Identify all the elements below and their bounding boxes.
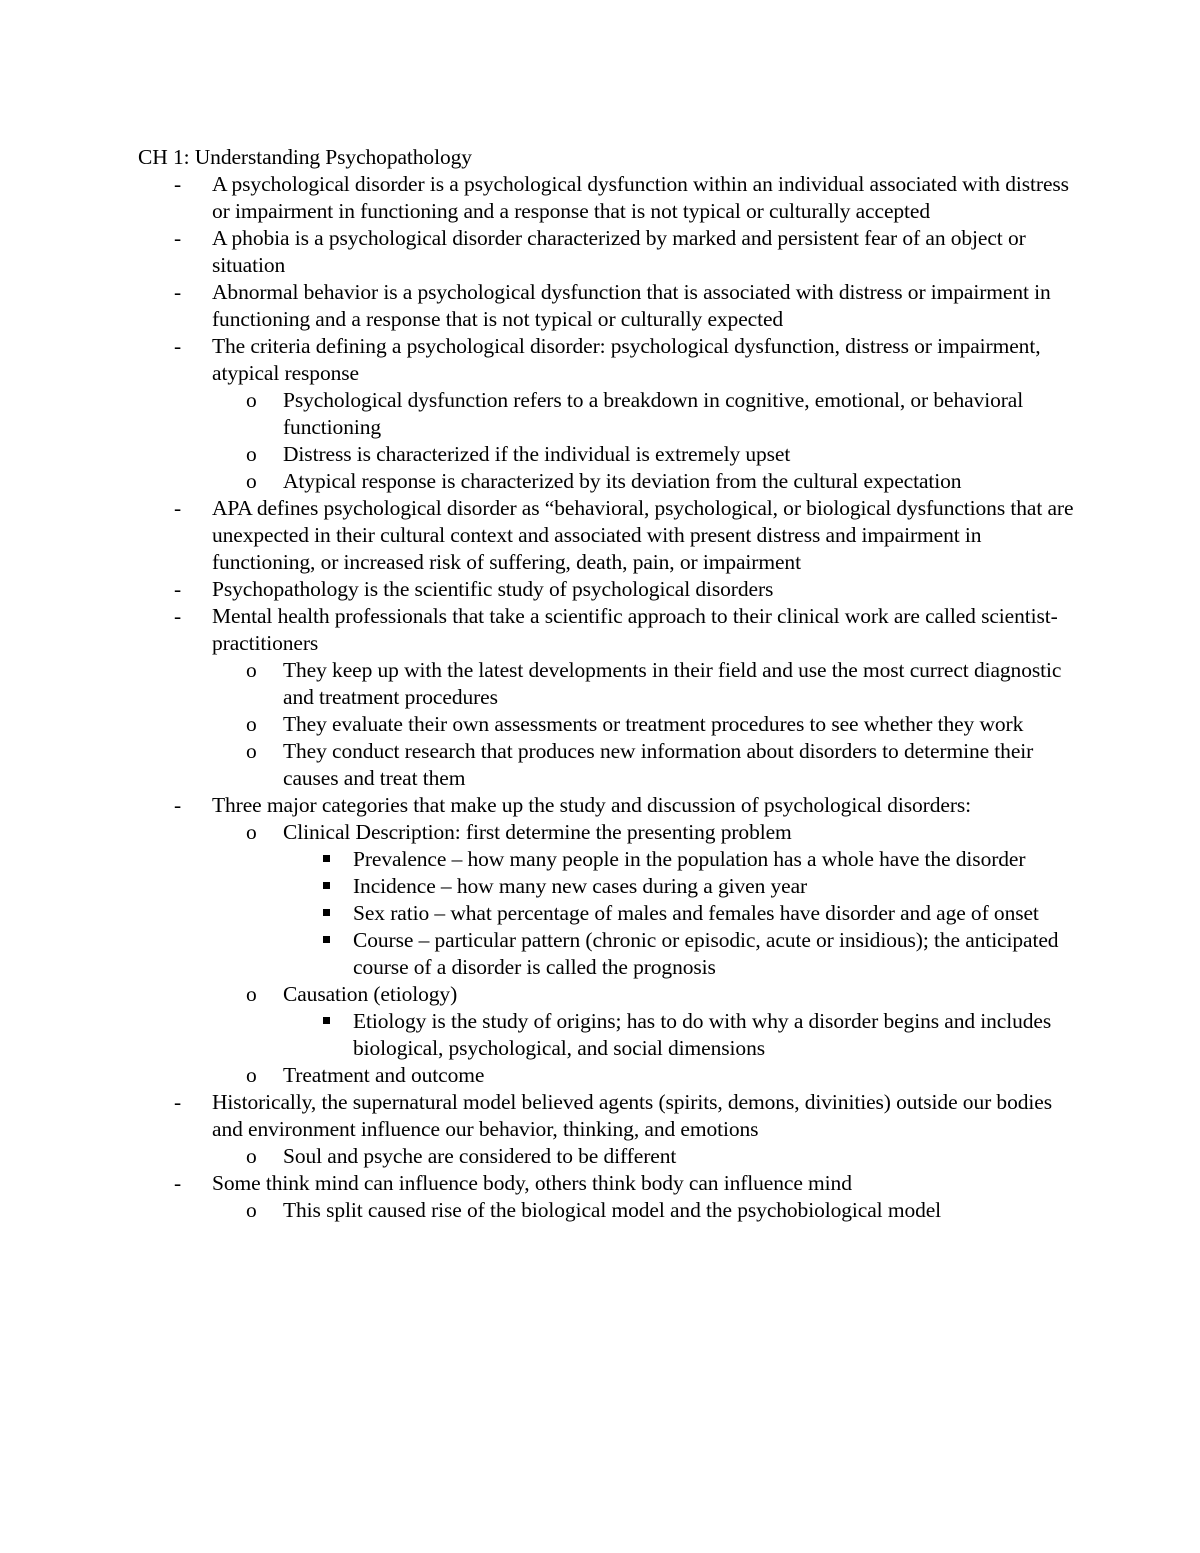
circle-bullet: o (246, 388, 257, 412)
list-item (138, 1170, 1078, 1224)
list-item (138, 603, 1078, 792)
item-text: Prevalence – how many people in the population has a whole have the disorder (353, 847, 1026, 871)
item-text: They conduct research that produces new information about disorders to determine their causes and treat them (283, 739, 1034, 790)
square-bullet-icon (323, 1017, 330, 1024)
item-text: Atypical response is characterized by its deviation from the cultural expectation (283, 469, 962, 493)
item-text: A phobia is a psychological disorder characterized by marked and persistent fear of an object or situation (212, 226, 1026, 277)
sub-sub-list-item (283, 900, 1078, 927)
circle-bullet: o (246, 820, 257, 844)
sub-list-item (212, 1197, 1078, 1224)
dash-bullet: - (174, 226, 182, 250)
circle-bullet: o (246, 442, 257, 466)
nested-list (212, 1143, 1078, 1170)
list-item (138, 225, 1078, 279)
notes-body (138, 144, 1078, 1224)
item-text: Sex ratio – what percentage of males and females have disorder and age of onset (353, 901, 1039, 925)
nested-list (283, 1008, 1078, 1062)
sub-list-item (212, 711, 1078, 738)
list-item (138, 279, 1078, 333)
item-text: They evaluate their own assessments or treatment procedures to see whether they work (283, 712, 1024, 736)
circle-bullet: o (246, 1144, 257, 1168)
dash-bullet: - (174, 172, 182, 196)
item-text: Psychological dysfunction refers to a breakdown in cognitive, emotional, or behavioral functioning (283, 388, 1024, 439)
item-text: Abnormal behavior is a psychological dysfunction that is associated with distress or impairment in functioning and a response that is not typical or culturally expected (212, 280, 1051, 331)
sub-list-item (212, 1143, 1078, 1170)
square-bullet-icon (323, 936, 330, 943)
sub-list-item (212, 819, 1078, 981)
item-text: Three major categories that make up the study and discussion of psychological disorders: (212, 793, 972, 817)
item-text: Causation (etiology) (283, 982, 458, 1006)
nested-list (212, 819, 1078, 1089)
item-text: Some think mind can influence body, others think body can influence mind (212, 1171, 852, 1195)
dash-bullet: - (174, 1090, 182, 1114)
dash-bullet: - (174, 334, 182, 358)
item-text: Distress is characterized if the individual is extremely upset (283, 442, 791, 466)
item-text: Mental health professionals that take a scientific approach to their clinical work are called scientist-practitioners (212, 604, 1058, 655)
sub-sub-list-item (283, 846, 1078, 873)
item-text: Psychopathology is the scientific study of psychological disorders (212, 577, 774, 601)
list-item (138, 333, 1078, 495)
dash-bullet: - (174, 604, 182, 628)
dash-bullet: - (174, 280, 182, 304)
item-text: Treatment and outcome (283, 1063, 485, 1087)
item-text: This split caused rise of the biological model and the psychobiological model (283, 1198, 942, 1222)
notes-list (138, 171, 1078, 1224)
sub-list-item (212, 657, 1078, 711)
circle-bullet: o (246, 982, 257, 1006)
sub-sub-list-item (283, 1008, 1078, 1062)
page-title: CH 1: Understanding Psychopathology (138, 145, 472, 169)
nested-list (212, 1197, 1078, 1224)
dash-bullet: - (174, 1171, 182, 1195)
circle-bullet: o (246, 469, 257, 493)
circle-bullet: o (246, 658, 257, 682)
item-text: They keep up with the latest developments in their field and use the most currect diagnostic and treatment procedures (283, 658, 1062, 709)
list-item (138, 171, 1078, 225)
sub-list-item (212, 387, 1078, 441)
item-text: The criteria defining a psychological disorder: psychological dysfunction, distress or impairment, atypical response (212, 334, 1041, 385)
list-item (138, 1089, 1078, 1170)
list-item (138, 495, 1078, 576)
circle-bullet: o (246, 712, 257, 736)
sub-list-item (212, 738, 1078, 792)
sub-list-item (212, 981, 1078, 1062)
item-text: A psychological disorder is a psychological dysfunction within an individual associated with distress or impairment in functioning and a response that is not typical or culturally accepted (212, 172, 1069, 223)
dash-bullet: - (174, 496, 182, 520)
circle-bullet: o (246, 739, 257, 763)
circle-bullet: o (246, 1198, 257, 1222)
circle-bullet: o (246, 1063, 257, 1087)
square-bullet-icon (323, 882, 330, 889)
dash-bullet: - (174, 577, 182, 601)
item-text: Clinical Description: first determine the presenting problem (283, 820, 792, 844)
sub-sub-list-item (283, 927, 1078, 981)
sub-sub-list-item (283, 873, 1078, 900)
nested-list (283, 846, 1078, 981)
sub-list-item (212, 1062, 1078, 1089)
square-bullet-icon (323, 855, 330, 862)
item-text: Incidence – how many new cases during a given year (353, 874, 808, 898)
nested-list (212, 387, 1078, 495)
item-text: Course – particular pattern (chronic or episodic, acute or insidious); the anticipated course of a disorder is called the prognosis (353, 928, 1059, 979)
dash-bullet: - (174, 793, 182, 817)
item-text: Etiology is the study of origins; has to do with why a disorder begins and includes biological, psychological, and social dimensions (353, 1009, 1052, 1060)
list-item (138, 576, 1078, 603)
item-text: Soul and psyche are considered to be different (283, 1144, 677, 1168)
nested-list (212, 657, 1078, 792)
sub-list-item (212, 468, 1078, 495)
square-bullet-icon (323, 909, 330, 916)
item-text: APA defines psychological disorder as “behavioral, psychological, or biological dysfunctions that are unexpected in their cultural context and associated with present distress and impairment in functioning, or increased risk of suffering, death, pain, or impairment (212, 496, 1074, 574)
item-text: Historically, the supernatural model believed agents (spirits, demons, divinities) outside our bodies and environment influence our behavior, thinking, and emotions (212, 1090, 1052, 1141)
list-item (138, 792, 1078, 1089)
sub-list-item (212, 441, 1078, 468)
